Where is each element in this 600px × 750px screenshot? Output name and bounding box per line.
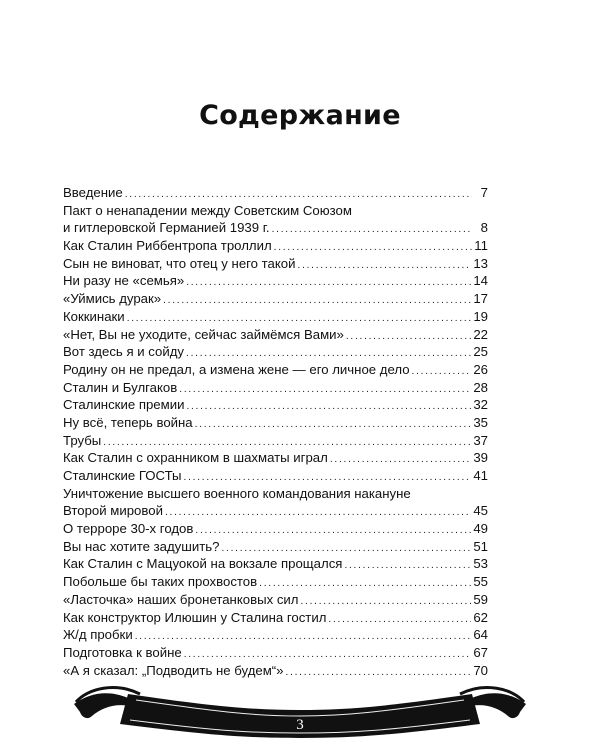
page-title: Содержание: [199, 100, 401, 131]
dot-leader: [301, 591, 472, 609]
toc-entry-title: Ж/д пробки: [63, 627, 133, 643]
toc-entry-page: 32: [473, 397, 488, 413]
toc-entry-page: 37: [473, 432, 488, 448]
toc-entry: [63, 432, 488, 450]
toc-entry-page: 28: [473, 379, 488, 395]
dot-leader: [328, 609, 471, 627]
toc-entry-page: 70: [473, 662, 488, 678]
toc-entry-title: Уничтожение высшего военного командования накануне: [63, 485, 411, 501]
dot-leader: [412, 361, 472, 379]
toc-entry-title: и гитлеровской Германией 1939 г.: [63, 220, 270, 236]
toc-entry-title: «Уймись дурак»: [63, 291, 162, 307]
toc-entry: [63, 573, 488, 591]
toc-entry-title: Подготовка к войне: [63, 644, 182, 660]
toc-entry-line: [63, 644, 488, 662]
toc-entry-title: «Нет, Вы не уходите, сейчас займёмся Вами»: [63, 326, 344, 342]
toc-entry: [63, 520, 488, 538]
toc-entry-page: 55: [473, 574, 488, 590]
toc-entry-title: Трубы: [63, 432, 102, 448]
toc-entry-line: [63, 520, 488, 538]
toc-entry-title: О терроре 30-х годов: [63, 521, 194, 537]
toc-entry: [63, 290, 488, 308]
toc-entry-title: Сын не виноват, что отец у него такой: [63, 255, 296, 271]
toc-entry-line: [63, 308, 488, 326]
toc-entry-line: [63, 414, 488, 432]
dot-leader: [272, 219, 472, 237]
toc-entry-title: Сталин и Булгаков: [63, 379, 178, 395]
toc-entry: [63, 644, 488, 662]
dot-leader: [127, 308, 472, 326]
toc-entry: [63, 626, 488, 644]
toc-entry-page: 14: [473, 273, 488, 289]
toc-entry-page: 53: [473, 556, 488, 572]
toc-entry: [63, 184, 488, 202]
dot-leader: [184, 467, 472, 485]
toc-entry-page: 11: [474, 238, 488, 254]
toc-entry-page: 19: [473, 308, 488, 324]
toc-entry: [63, 485, 488, 520]
dot-leader: [179, 379, 471, 397]
toc-entry-line: [63, 555, 488, 573]
toc-entry-page: 22: [473, 326, 488, 342]
toc-entry: [63, 361, 488, 379]
dot-leader: [163, 290, 471, 308]
toc-entry-title: Родину он не предал, а измена жене — его личное дело: [63, 361, 410, 377]
toc-entry-line: [63, 591, 488, 609]
toc-entry-line: [63, 343, 488, 361]
dot-leader: [103, 432, 471, 450]
toc-entry: [63, 255, 488, 273]
toc-entry-title: Вот здесь я и сойду: [63, 344, 185, 360]
toc-entry-title: Сталинские премии: [63, 397, 185, 413]
toc-entry-page: 41: [473, 468, 488, 483]
toc-entry: [63, 414, 488, 432]
toc-entry-line: [63, 449, 488, 467]
toc-entry-line: [63, 219, 488, 237]
toc-entry: [63, 396, 488, 414]
toc-entry: [63, 326, 488, 344]
toc-entry-line: [63, 237, 488, 255]
toc-entry: [63, 609, 488, 627]
toc-entry: [63, 591, 488, 609]
dot-leader: [274, 237, 472, 255]
toc-entry-title: Ни разу не «семья»: [63, 273, 185, 289]
toc-entry-page: 25: [473, 344, 488, 360]
dot-leader: [330, 449, 471, 467]
dot-leader: [186, 272, 471, 290]
toc-entry: [63, 202, 488, 237]
toc-entry-page: 62: [473, 609, 488, 625]
toc-entry-line: [63, 272, 488, 290]
toc-entry-title: Введение: [63, 185, 123, 200]
dot-leader: [165, 502, 471, 520]
dot-leader: [195, 414, 472, 432]
toc-entry: [63, 379, 488, 397]
toc-entry-page: 17: [473, 291, 488, 307]
toc-entry-page: 49: [473, 521, 488, 537]
dot-leader: [184, 644, 472, 662]
toc-entry-line: [63, 485, 488, 503]
toc-entry-line: [63, 396, 488, 414]
toc-entry-page: 35: [473, 414, 488, 430]
toc-entry-page: 8: [480, 220, 488, 236]
toc-entry: [63, 343, 488, 361]
dot-leader: [344, 555, 471, 573]
toc-entry-title: Коккинаки: [63, 308, 125, 324]
toc-entry-line: [63, 326, 488, 344]
toc-entry-line: [63, 255, 488, 273]
toc-entry: [63, 449, 488, 467]
toc-entry-title: Как конструктор Илюшин у Сталина гостил: [63, 609, 327, 625]
table-of-contents: [63, 184, 488, 679]
dot-leader: [195, 520, 471, 538]
toc-entry-page: 13: [473, 255, 488, 271]
toc-entry-title: Второй мировой: [63, 503, 163, 519]
page-number-banner: [70, 672, 530, 742]
toc-entry-line: [63, 573, 488, 591]
toc-entry: [63, 538, 488, 556]
toc-entry-title: Как Сталин с Мацуокой на вокзале прощался: [63, 556, 343, 572]
toc-entry-line: [63, 184, 488, 202]
toc-entry-line: [63, 538, 488, 556]
dot-leader: [186, 396, 471, 414]
toc-entry: [63, 237, 488, 255]
toc-entry-title: Сталинские ГОСТы: [63, 468, 182, 483]
toc-entry-line: [63, 626, 488, 644]
dot-leader: [259, 573, 471, 591]
toc-entry-title: Как Сталин Риббентропа троллил: [63, 238, 272, 254]
dot-leader: [346, 326, 471, 344]
dot-leader: [298, 255, 472, 273]
dot-leader: [186, 343, 471, 361]
toc-entry-page: 67: [473, 644, 488, 660]
toc-entry-page: 26: [473, 361, 488, 377]
toc-entry-line: [63, 202, 488, 220]
dot-leader: [135, 626, 472, 644]
page-number: 3: [296, 717, 304, 733]
toc-entry-title: Ну всё, теперь война: [63, 414, 193, 430]
toc-entry-page: 64: [473, 627, 488, 643]
toc-entry-line: [63, 432, 488, 450]
toc-entry-page: 59: [473, 591, 488, 607]
toc-entry-title: Побольше бы таких прохвостов: [63, 574, 258, 590]
toc-entry: [63, 467, 488, 485]
toc-entry-line: [63, 467, 488, 485]
toc-entry-title: «Ласточка» наших бронетанковых сил: [63, 591, 299, 607]
toc-entry: [63, 555, 488, 573]
dot-leader: [125, 184, 472, 202]
toc-entry-page: 51: [473, 538, 488, 554]
toc-entry-page: 45: [473, 503, 488, 519]
toc-entry-title: Вы нас хотите задушить?: [63, 538, 220, 554]
toc-entry-line: [63, 290, 488, 308]
toc-entry-title: «А я сказал: „Подводить не будем“»: [63, 662, 284, 678]
toc-entry: [63, 308, 488, 326]
toc-entry: [63, 272, 488, 290]
toc-entry-line: [63, 361, 488, 379]
toc-entry-line: [63, 609, 488, 627]
toc-entry-page: 39: [473, 450, 488, 466]
toc-entry-line: [63, 379, 488, 397]
toc-entry-title: Пакт о ненападении между Советским Союзом: [63, 202, 352, 218]
toc-entry-line: [63, 502, 488, 520]
dot-leader: [221, 538, 471, 556]
toc-entry-title: Как Сталин с охранником в шахматы играл: [63, 450, 328, 466]
toc-entry-page: 7: [480, 185, 488, 200]
